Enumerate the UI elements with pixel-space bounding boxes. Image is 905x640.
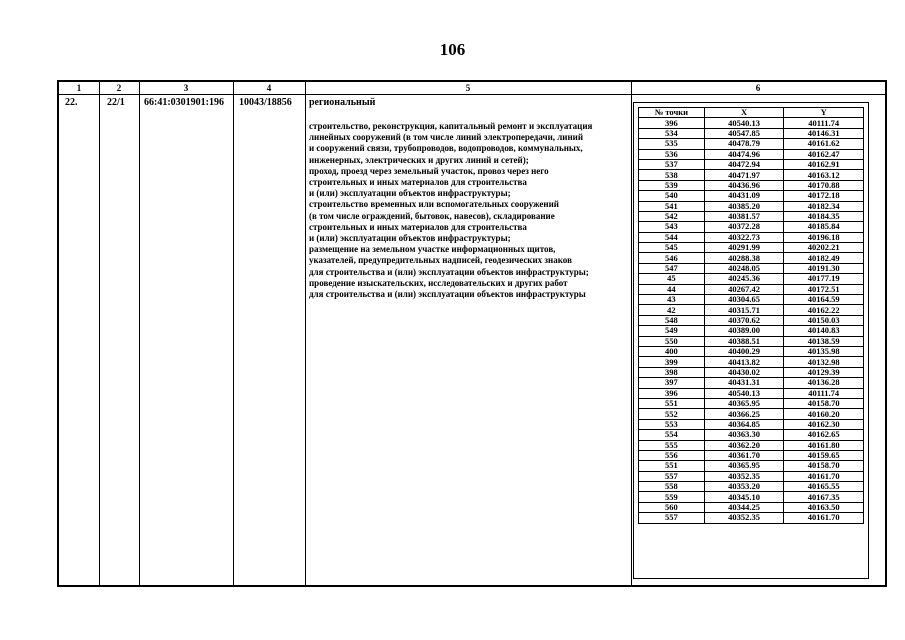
description-line: (в том числе ограждений, бытовок, навесов), складирование <box>309 210 555 221</box>
point-number: 396 <box>639 118 705 128</box>
point-number: 555 <box>639 440 705 450</box>
coordinate-row <box>639 128 864 138</box>
description-line: строительство, реконструкция, капитальный ремонт и эксплуатация <box>309 121 593 131</box>
y-coordinate: 40161.70 <box>784 471 864 481</box>
col-header-4: 4 <box>233 82 305 95</box>
description-line: строительных и иных материалов для строительства <box>309 221 527 232</box>
point-number: 541 <box>639 201 705 211</box>
x-coordinate: 40436.96 <box>704 180 784 190</box>
coordinate-row <box>639 336 864 346</box>
description-line: и (или) эксплуатации объектов инфраструктуры; <box>309 188 511 199</box>
x-coordinate: 40352.35 <box>704 513 784 523</box>
description-line: для строительства и (или) эксплуатации объектов инфраструктуры <box>309 289 586 300</box>
description-line: и (или) эксплуатации объектов инфраструктуры; <box>309 233 511 244</box>
description-line: инженерных, электрических и других линий и сетей); <box>309 154 529 165</box>
coordinate-row <box>639 492 864 502</box>
y-coordinate: 40170.88 <box>784 180 864 190</box>
point-number: 549 <box>639 326 705 336</box>
x-coordinate: 40478.79 <box>704 139 784 149</box>
point-number: 548 <box>639 315 705 325</box>
y-coordinate: 40162.30 <box>784 419 864 429</box>
x-coordinate: 40471.97 <box>704 170 784 180</box>
coordinate-row <box>639 180 864 190</box>
y-coordinate: 40161.62 <box>784 139 864 149</box>
area-value: 10043/18856 <box>239 97 292 108</box>
description-line: и сооружений связи, трубопроводов, водопроводов, коммунальных, <box>309 143 583 154</box>
y-coordinate: 40160.20 <box>784 409 864 419</box>
x-coordinate: 40547.85 <box>704 128 784 138</box>
point-number: 550 <box>639 336 705 346</box>
x-coordinate: 40304.65 <box>704 295 784 305</box>
y-coordinate: 40202.21 <box>784 243 864 253</box>
coordinate-row <box>639 409 864 419</box>
x-header: X <box>704 108 784 118</box>
y-coordinate: 40162.47 <box>784 149 864 159</box>
column-divider <box>99 82 100 585</box>
description-line: проход, проезд через земельный участок, провоз через него <box>309 165 549 176</box>
x-coordinate: 40366.25 <box>704 409 784 419</box>
y-coordinate: 40164.59 <box>784 295 864 305</box>
col-header-6: 6 <box>631 82 885 95</box>
x-coordinate: 40400.29 <box>704 346 784 356</box>
y-coordinate: 40172.51 <box>784 284 864 294</box>
x-coordinate: 40431.09 <box>704 191 784 201</box>
registry-table <box>57 80 887 587</box>
description-line: размещение на земельном участке информационных щитов, <box>309 244 556 255</box>
coordinate-row <box>639 388 864 398</box>
coordinate-row <box>639 305 864 315</box>
x-coordinate: 40267.42 <box>704 284 784 294</box>
point-number: 542 <box>639 211 705 221</box>
column-divider <box>139 82 140 585</box>
y-coordinate: 40150.03 <box>784 315 864 325</box>
y-coordinate: 40185.84 <box>784 222 864 232</box>
column-divider <box>631 82 632 585</box>
coordinates-table <box>638 107 864 524</box>
point-number: 551 <box>639 398 705 408</box>
coordinate-row <box>639 170 864 180</box>
description-line: указателей, предупредительных надписей, геодезических знаков <box>309 255 572 266</box>
y-coordinate: 40135.98 <box>784 346 864 356</box>
x-coordinate: 40540.13 <box>704 118 784 128</box>
y-header: Y <box>784 108 864 118</box>
coordinate-row <box>639 419 864 429</box>
y-coordinate: 40140.83 <box>784 326 864 336</box>
col-header-2: 2 <box>99 82 139 95</box>
x-coordinate: 40362.20 <box>704 440 784 450</box>
point-number: 559 <box>639 492 705 502</box>
y-coordinate: 40162.22 <box>784 305 864 315</box>
point-number: 397 <box>639 378 705 388</box>
point-number: 538 <box>639 170 705 180</box>
x-coordinate: 40370.62 <box>704 315 784 325</box>
point-number: 540 <box>639 191 705 201</box>
x-coordinate: 40245.36 <box>704 274 784 284</box>
point-number: 43 <box>639 295 705 305</box>
description-line: линейных сооружений (в том числе линий электропередачи, линий <box>309 132 584 143</box>
x-coordinate: 40353.20 <box>704 482 784 492</box>
coordinate-row <box>639 513 864 523</box>
coordinate-row <box>639 243 864 253</box>
row-number: 22. <box>65 97 78 108</box>
point-number: 556 <box>639 450 705 460</box>
point-number: 552 <box>639 409 705 419</box>
coordinate-row <box>639 232 864 242</box>
coordinate-row <box>639 118 864 128</box>
coordinate-row <box>639 398 864 408</box>
coordinate-row <box>639 357 864 367</box>
point-number: 539 <box>639 180 705 190</box>
coordinate-row <box>639 430 864 440</box>
point-number: 557 <box>639 513 705 523</box>
x-coordinate: 40365.95 <box>704 398 784 408</box>
y-coordinate: 40129.39 <box>784 367 864 377</box>
coordinate-row <box>639 284 864 294</box>
y-coordinate: 40182.49 <box>784 253 864 263</box>
y-coordinate: 40146.31 <box>784 128 864 138</box>
y-coordinate: 40184.35 <box>784 211 864 221</box>
coordinate-row <box>639 315 864 325</box>
cadastral-number: 66:41:0301901:196 <box>144 97 224 108</box>
column-divider <box>233 82 234 585</box>
coordinate-row <box>639 346 864 356</box>
x-coordinate: 40248.05 <box>704 263 784 273</box>
coordinate-row <box>639 295 864 305</box>
x-coordinate: 40345.10 <box>704 492 784 502</box>
y-coordinate: 40163.12 <box>784 170 864 180</box>
coordinate-row <box>639 201 864 211</box>
coordinates-body <box>639 118 864 523</box>
x-coordinate: 40389.00 <box>704 326 784 336</box>
x-coordinate: 40431.31 <box>704 378 784 388</box>
x-coordinate: 40291.99 <box>704 243 784 253</box>
col-header-5: 5 <box>305 82 631 95</box>
y-coordinate: 40159.65 <box>784 450 864 460</box>
point-number: 536 <box>639 149 705 159</box>
point-number: 543 <box>639 222 705 232</box>
y-coordinate: 40177.19 <box>784 274 864 284</box>
coordinates-header-row <box>639 108 864 118</box>
point-number: 400 <box>639 346 705 356</box>
y-coordinate: 40158.70 <box>784 398 864 408</box>
point-number: 535 <box>639 139 705 149</box>
coordinate-row <box>639 502 864 512</box>
x-coordinate: 40288.38 <box>704 253 784 263</box>
point-number: 45 <box>639 274 705 284</box>
y-coordinate: 40138.59 <box>784 336 864 346</box>
point-number: 554 <box>639 430 705 440</box>
point-number: 396 <box>639 388 705 398</box>
coordinate-row <box>639 450 864 460</box>
coordinate-row <box>639 461 864 471</box>
coordinate-row <box>639 159 864 169</box>
y-coordinate: 40161.80 <box>784 440 864 450</box>
y-coordinate: 40182.34 <box>784 201 864 211</box>
coordinate-row <box>639 440 864 450</box>
description-line: проведение изыскательских, исследовательских и других работ <box>309 277 568 288</box>
y-coordinate: 40162.65 <box>784 430 864 440</box>
point-number: 546 <box>639 253 705 263</box>
coordinate-row <box>639 274 864 284</box>
point-number: 44 <box>639 284 705 294</box>
point-number: 42 <box>639 305 705 315</box>
significance-level: региональный <box>309 97 376 108</box>
coordinate-row <box>639 482 864 492</box>
y-coordinate: 40163.50 <box>784 502 864 512</box>
point-number: 534 <box>639 128 705 138</box>
x-coordinate: 40364.85 <box>704 419 784 429</box>
x-coordinate: 40352.35 <box>704 471 784 481</box>
coordinate-row <box>639 149 864 159</box>
point-number: 553 <box>639 419 705 429</box>
x-coordinate: 40385.20 <box>704 201 784 211</box>
y-coordinate: 40161.70 <box>784 513 864 523</box>
point-number: 398 <box>639 367 705 377</box>
x-coordinate: 40372.28 <box>704 222 784 232</box>
point-number: 558 <box>639 482 705 492</box>
x-coordinate: 40322.73 <box>704 232 784 242</box>
y-coordinate: 40132.98 <box>784 357 864 367</box>
x-coordinate: 40474.96 <box>704 149 784 159</box>
y-coordinate: 40172.18 <box>784 191 864 201</box>
coordinate-row <box>639 191 864 201</box>
y-coordinate: 40191.30 <box>784 263 864 273</box>
coordinate-row <box>639 139 864 149</box>
y-coordinate: 40162.91 <box>784 159 864 169</box>
y-coordinate: 40196.18 <box>784 232 864 242</box>
x-coordinate: 40315.71 <box>704 305 784 315</box>
description-line: для строительства и (или) эксплуатации объектов инфраструктуры; <box>309 266 589 277</box>
point-number: 537 <box>639 159 705 169</box>
point-number: 545 <box>639 243 705 253</box>
x-coordinate: 40344.25 <box>704 502 784 512</box>
description-line: строительство временных или вспомогательных сооружений <box>309 199 559 210</box>
description-line: строительных и иных материалов для строительства <box>309 177 527 188</box>
x-coordinate: 40381.57 <box>704 211 784 221</box>
coordinate-row <box>639 211 864 221</box>
col-header-1: 1 <box>59 82 99 95</box>
y-coordinate: 40158.70 <box>784 461 864 471</box>
column-divider <box>305 82 306 585</box>
x-coordinate: 40365.95 <box>704 461 784 471</box>
col-header-3: 3 <box>139 82 233 95</box>
page-number: 106 <box>439 40 466 59</box>
point-number: 544 <box>639 232 705 242</box>
coordinate-row <box>639 263 864 273</box>
coordinate-row <box>639 471 864 481</box>
point-number: 547 <box>639 263 705 273</box>
coordinate-row <box>639 326 864 336</box>
point-number: 551 <box>639 461 705 471</box>
y-coordinate: 40136.28 <box>784 378 864 388</box>
point-number: 557 <box>639 471 705 481</box>
x-coordinate: 40388.51 <box>704 336 784 346</box>
x-coordinate: 40540.13 <box>704 388 784 398</box>
purpose-description <box>309 121 629 300</box>
point-number: 399 <box>639 357 705 367</box>
x-coordinate: 40363.30 <box>704 430 784 440</box>
x-coordinate: 40361.70 <box>704 450 784 460</box>
coordinate-row <box>639 367 864 377</box>
y-coordinate: 40111.74 <box>784 118 864 128</box>
y-coordinate: 40111.74 <box>784 388 864 398</box>
y-coordinate: 40167.35 <box>784 492 864 502</box>
y-coordinate: 40165.55 <box>784 482 864 492</box>
x-coordinate: 40430.02 <box>704 367 784 377</box>
coordinate-row <box>639 222 864 232</box>
x-coordinate: 40472.94 <box>704 159 784 169</box>
row-sub-number: 22/1 <box>107 97 125 108</box>
point-number-header: № точки <box>639 108 705 118</box>
coordinate-row <box>639 378 864 388</box>
x-coordinate: 40413.82 <box>704 357 784 367</box>
point-number: 560 <box>639 502 705 512</box>
coordinate-row <box>639 253 864 263</box>
